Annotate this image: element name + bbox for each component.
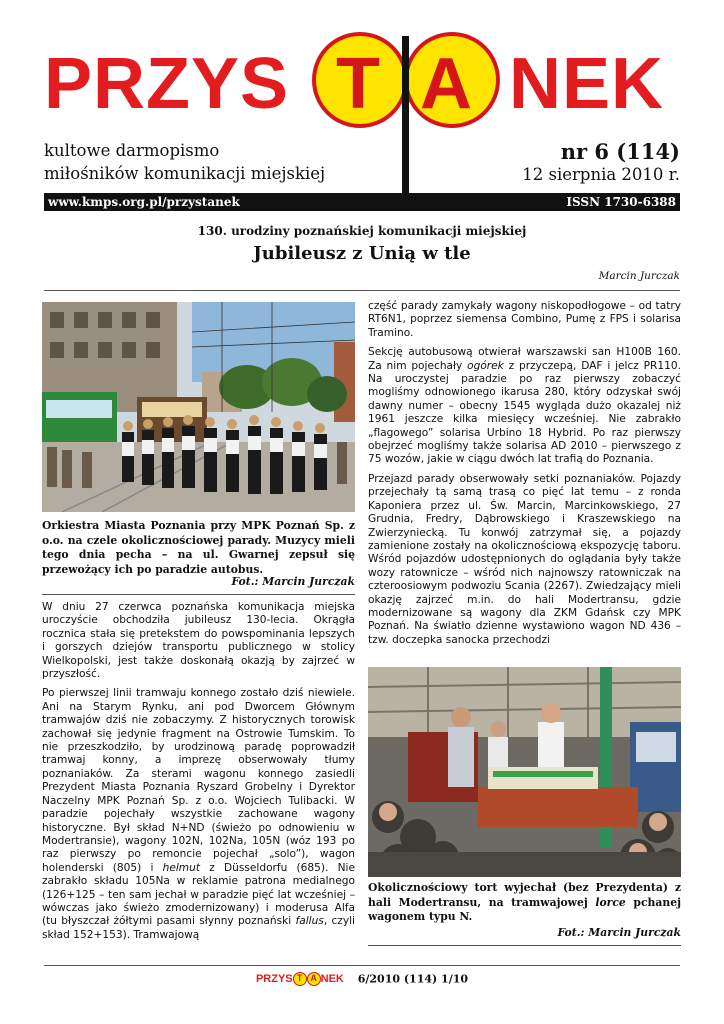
bus-stop-pole <box>402 36 409 194</box>
divider <box>368 945 681 946</box>
footer-logo: PRZYS T A NEK <box>255 972 344 985</box>
tagline <box>44 139 325 185</box>
photo-credit: Fot.: Marcin Jurczak <box>557 926 681 939</box>
tagline-line-2: miłośników komunikacji miejskiej <box>44 164 326 183</box>
article-author: Marcin Jurczak <box>598 270 680 282</box>
page-number: 6/2010 (114) 1/10 <box>357 972 469 986</box>
article-paragraph: W dniu 27 czerwca poznańska komunikacja miejska uroczyście obchodziła jubileusz 130-lecia. Okrągła rocznica stała się pretekstem do powspominania lepszych i gorszych dziejów transportu publicznego w stolicy Wielkopolski, jest także doskonałą okazją by zajrzeć w przyszłość. <box>42 601 355 681</box>
masthead-title-right: NEK <box>509 44 665 124</box>
issn: ISSN 1730-6388 <box>566 195 676 209</box>
website-link[interactable]: www.kmps.org.pl/przystanek <box>48 195 240 209</box>
photo-credit: Fot.: Marcin Jurczak <box>231 575 355 588</box>
masthead-title-t: T <box>336 44 380 124</box>
cake-photo <box>368 667 681 877</box>
stop-sign-icon: T <box>293 972 307 986</box>
photo-caption: Okolicznościowy tort wyjechał (bez Prezydenta) z hali Modertransu, na tramwajowej lorce pchanej wagonem typu N. <box>368 881 681 924</box>
parade-photo <box>42 302 355 512</box>
article-kicker: 130. urodziny poznańskiej komunikacji miejskiej <box>197 224 527 238</box>
article-column-right <box>368 300 681 653</box>
stop-sign-icon: A <box>307 972 321 986</box>
divider <box>42 594 355 595</box>
article-paragraph: Sekcję autobusową otwierał warszawski san H100B 160. Za nim pojechały ogórek z przyczepą, DAF i jelcz PR110. Na uroczystej paradzie po raz pierwszy zobaczyć mogliśmy odnowionego ikarusa 280, który odzyskał swój dawny numer – obecny 1545 wygląda dużo okazalej niż 1961 jeszcze kilka miesięcy wcześniej. Nie zabrakło „flagowego” solarisa Urbino 18 Hybrid. Po raz pierwszy obejrzeć mogliśmy także solarisa AD 2010 – pierwszego z 75 wozów, jakie w ciągu dwóch lat trafią do Poznania. <box>368 346 681 466</box>
photo-caption: Orkiestra Miasta Poznania przy MPK Poznań Sp. z o.o. na czele okolicznościowej parady. Muzycy mieli tego dnia pecha – na ul. Gwarnej zepsuł się przewożący ich po paradzie autobus. <box>42 519 355 576</box>
page-footer <box>0 972 724 986</box>
issue-number: nr 6 (114) <box>560 139 680 164</box>
article-paragraph: Po pierwszej linii tramwaju konnego zostało dziś niewiele. Ani na Starym Rynku, ani pod Dworcem Głównym tramwajów dziś nie zobaczymy. Z historycznych torowisk zachował się jedynie fragment na Ostrowie Tumskim. To nie przeszkodziło, by urodzinową paradę poprowadził tramwaj konny, a imprezę obserwowały tłumy poznaniaków. Za sterami wagonu konnego zasiedli Prezydent Miasta Poznania Ryszard Grobelny i Dyrektor Naczelny MPK Poznań Sp. z o.o. Wojciech Tulibacki. W paradzie pojechały wszystkie zachowane wagony historyczne. Był skład N+ND (świeżo po odnowieniu w Modertransie), wagony 102N, 102Na, 105N (wóz 193 po raz pierwszy po remoncie pojechał „solo”), wagon holenderski (805) i helmut z Düsseldorfu (685). Nie zabrakło składu 105Na w reklamie patrona medialnego (126+125 – ten sam jechał w paradzie pięć lat wcześniej – wówczas jako świeżo zmodernizowany) i moderusa Alfa (tu błyszczał żółtymi pasami słynny poznański fallus, czyli skład 152+153). Tramwajową <box>42 687 355 941</box>
divider <box>44 290 680 291</box>
masthead-title-left: PRZYS <box>44 44 290 124</box>
issue-date: 12 sierpnia 2010 r. <box>522 165 680 184</box>
masthead-title-a: A <box>420 44 472 124</box>
tagline-line-1: kultowe darmopismo <box>44 141 220 160</box>
article-paragraph: część parady zamykały wagony niskopodłogowe – od tatry RT6N1, poprzez siemensa Combino, Pumę z FPS i solarisa Tramino. <box>368 300 681 339</box>
masthead <box>0 0 724 196</box>
article-headline: Jubileusz z Unią w tle <box>253 243 471 264</box>
divider <box>44 965 680 966</box>
masthead-info-bar <box>44 193 680 211</box>
article-column-left <box>42 601 355 948</box>
article-paragraph: Przejazd parady obserwowały setki poznaniaków. Pojazdy przejechały tą samą trasą co pięć lat temu – z ronda Kaponiera przez ul. Św. Marcin, Marcinkowskiego, 27 Grudnia, Fredry, Dąbrowskiego i Kraszewskiego na Zwierzyniecką. Tu konwój zatrzymał się, a pojazdy zamienione zostały na okolicznościową ekspozycję taboru. Wśród pojazdów udostępnionych do oglądania były także wozy ratownicze – wśród nich najnowszy ratowniczak na czteroosiowym podwoziu Scania (2267). Zwiedzający mieli okazję zajrzeć m.in. do hali Modertransu, gdzie modernizowane są wagony dla ZKM Gdańsk czy MPK Poznań. Na światło dzienne wystawiono wagon ND 436 – tzw. doczepka sanocka przechodzi <box>368 472 681 646</box>
